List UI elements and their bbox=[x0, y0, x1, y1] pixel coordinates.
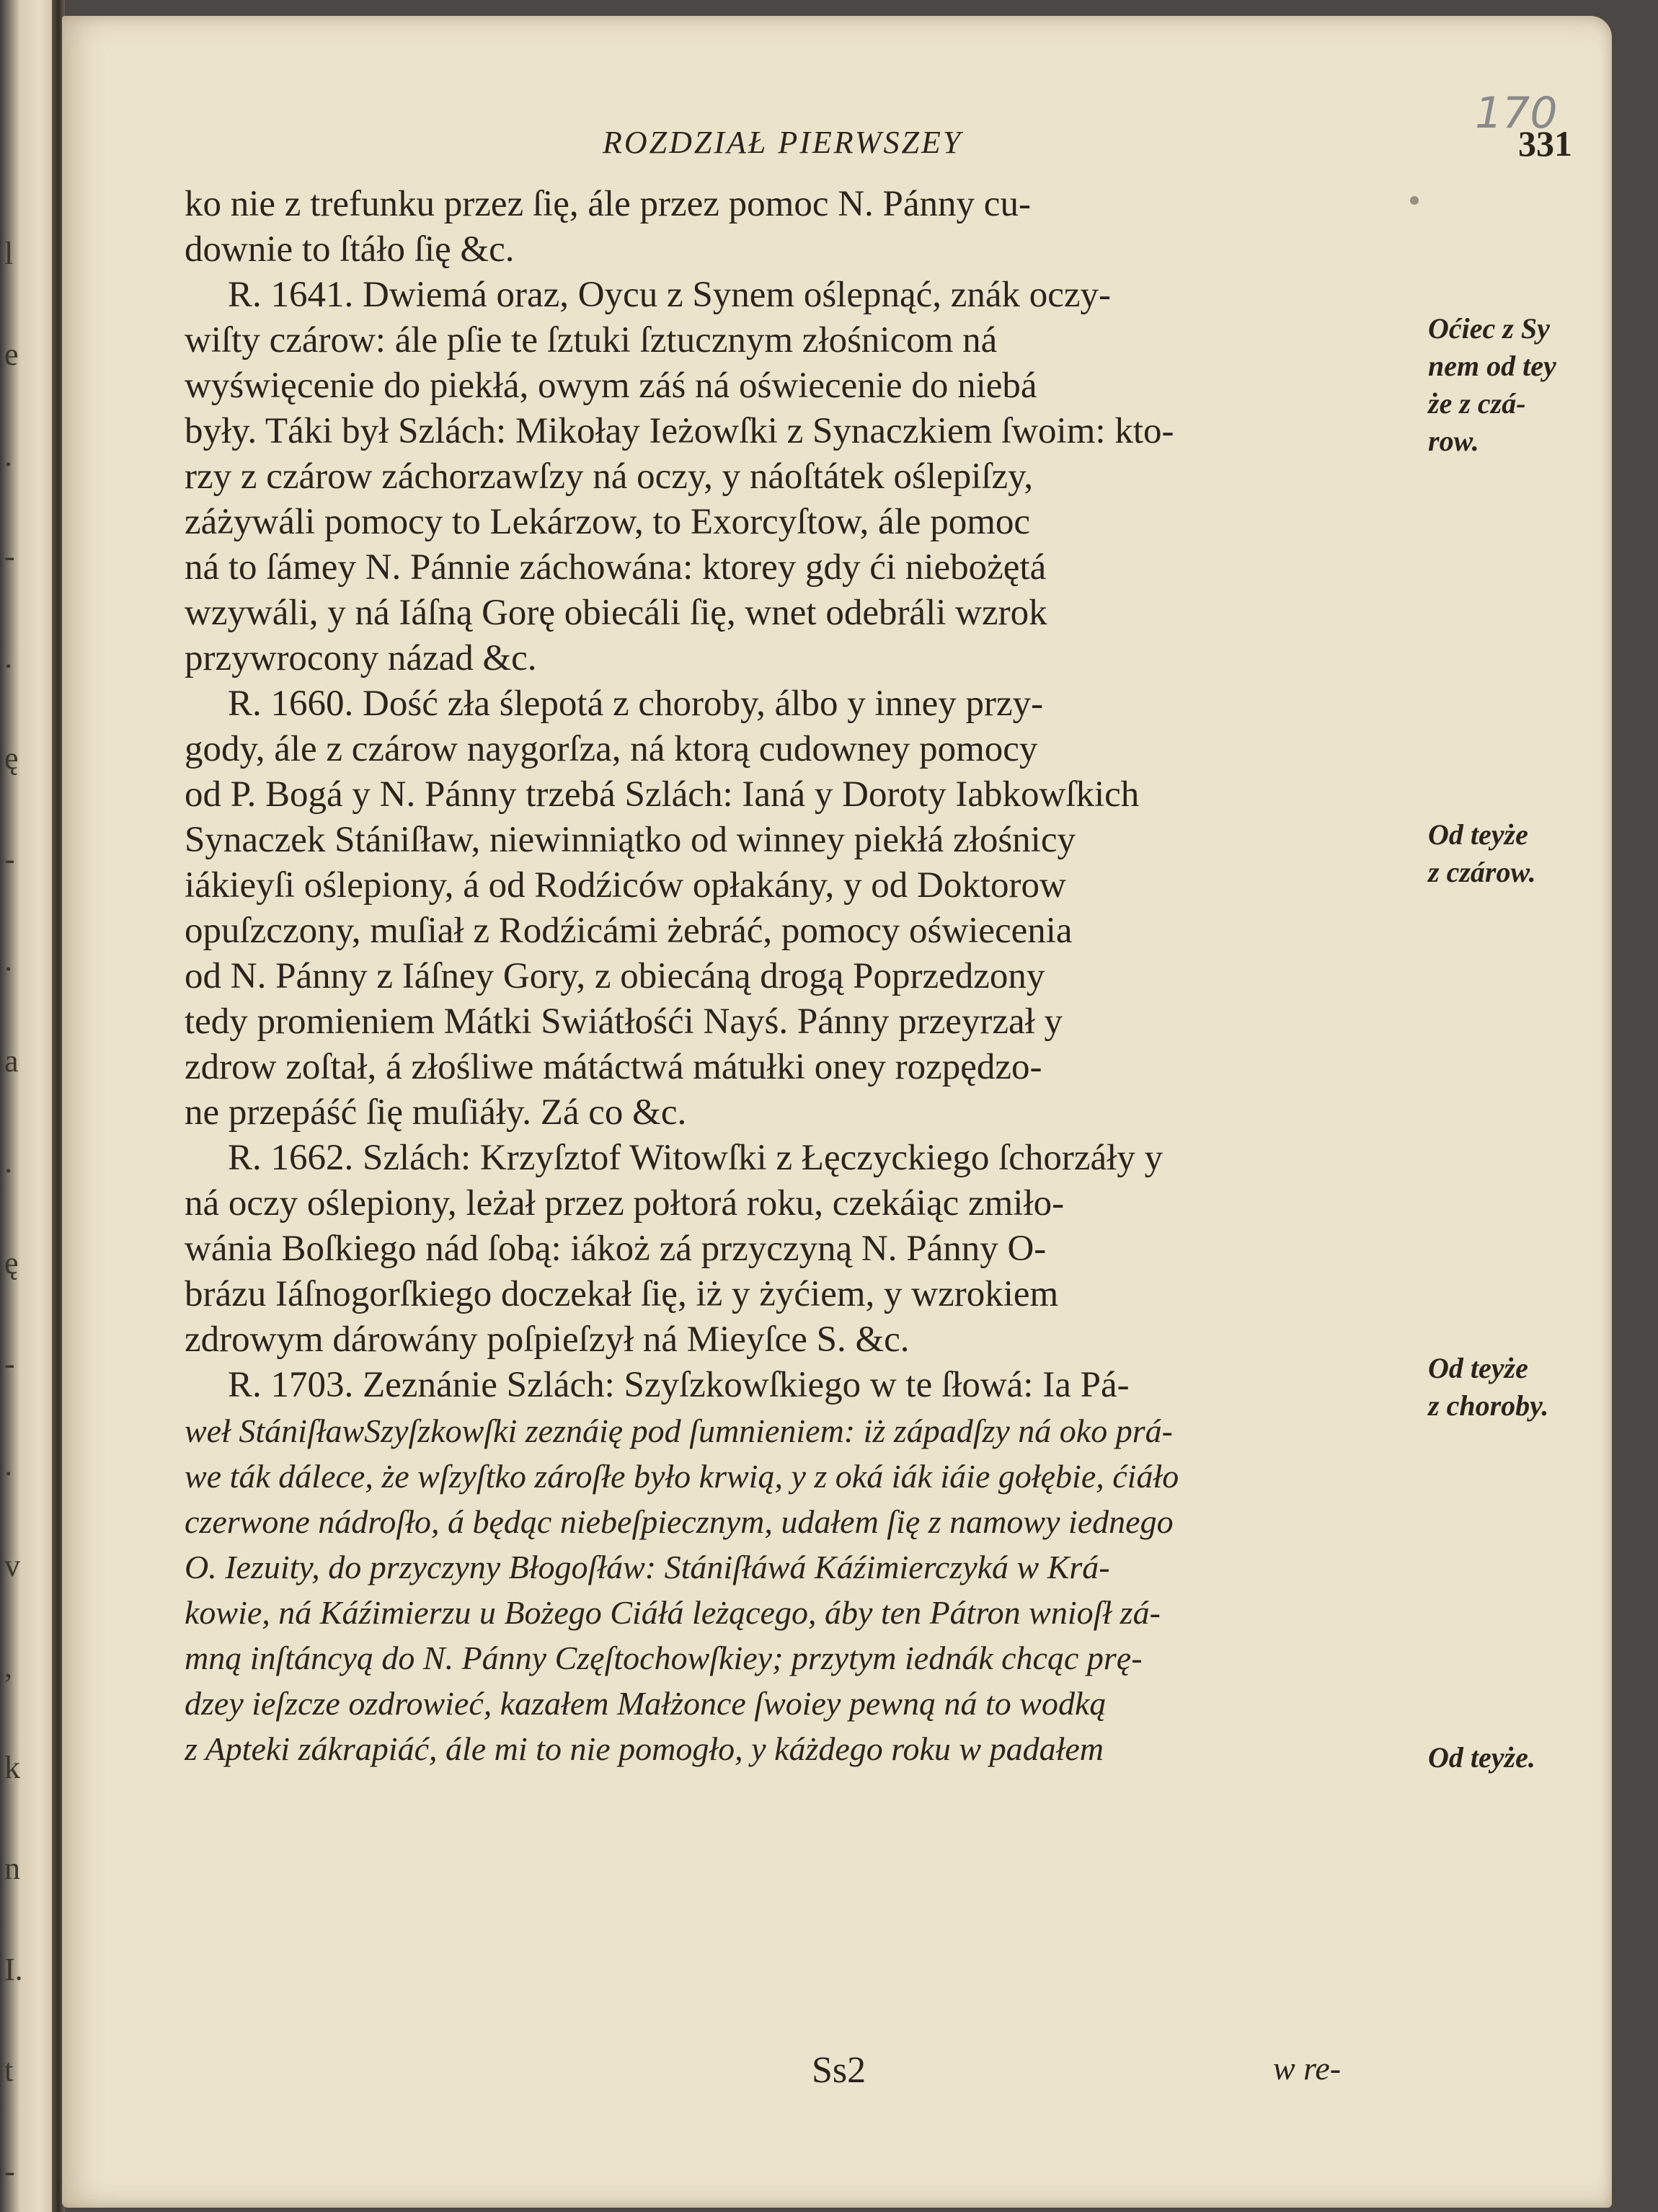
margin-note-line: Od teyże. bbox=[1428, 1741, 1535, 1774]
text-line: były. Táki był Szlách: Mikołay Ieżowſki z Synaczkiem ſwoim: kto- bbox=[185, 411, 1174, 451]
text-line: R. 1641. Dwiemá oraz, Oycu z Synem oślepnąć, znák oczy- bbox=[228, 275, 1112, 315]
text-line: wzywáli, y ná Iáſną Gorę obiecáli ſię, wnet odebráli wzrok bbox=[185, 593, 1047, 633]
facing-page-fragment: , bbox=[4, 1649, 12, 1684]
facing-page-fragment: e bbox=[4, 337, 19, 372]
margin-note-4 bbox=[1428, 1739, 1601, 1777]
margin-note-line: row. bbox=[1428, 425, 1479, 457]
text-line: rzy z czárow záchorzawſzy ná oczy, y náoſtátek oślepiſzy, bbox=[185, 456, 1034, 497]
text-line: záżywáli pomocy to Lekárzow, to Exorcyſtow, ále pomoc bbox=[185, 502, 1031, 542]
text-line: od N. Pánny z Iáſney Gory, z obiecáną drogą Poprzedzony bbox=[185, 956, 1045, 996]
facing-page-fragment: . bbox=[4, 640, 12, 675]
text-line: iákieyſi oślepiony, á od Rodźiców opłakány, y od Doktorow bbox=[185, 865, 1066, 906]
margin-note-line: Oćiec z Sy bbox=[1428, 312, 1550, 345]
book-page bbox=[62, 16, 1612, 2208]
text-line: R. 1660. Dość zła ślepotá z choroby, álbo y inney przy- bbox=[228, 683, 1044, 724]
facing-page-fragment: - bbox=[4, 539, 15, 574]
text-line: tedy promieniem Mátki Swiátłośći Nayś. Pánny przeyrzał y bbox=[185, 1001, 1063, 1042]
margin-note-line: z czárow. bbox=[1428, 856, 1536, 888]
text-line: kowie, ná Káźimierzu u Bożego Ciáłá leżącego, áby ten Pátron wnioſł zá- bbox=[185, 1594, 1161, 1631]
text-line: dzey ieſzcze ozdrowieć, kazałem Małżonce ſwoiey pewną ná to wodką bbox=[185, 1685, 1107, 1722]
running-head: ROZDZIAŁ PIERWSZEY bbox=[603, 125, 963, 160]
text-line: gody, ále z czárow naygorſza, ná ktorą cudowney pomocy bbox=[185, 729, 1038, 769]
facing-page-fragment: ę bbox=[4, 740, 19, 776]
text-line: od P. Bogá y N. Pánny trzebá Szlách: Ianá y Doroty Iabkowſkich bbox=[185, 774, 1140, 815]
text-line: we ták dálece, że wſzyſtko zároſłe było krwią, y z oká iák iáie gołębie, ćiáło bbox=[185, 1458, 1179, 1495]
text-line: brázu Iáſnogorſkiego doczekał ſię, iż y żyćiem, y wzrokiem bbox=[185, 1274, 1059, 1314]
facing-page-fragment: v bbox=[4, 1548, 20, 1583]
facing-page-fragment: t bbox=[4, 2053, 14, 2088]
text-line: O. Iezuity, do przyczyny Błogoſłáw: Stániſłáwá Káźimierczyká w Krá- bbox=[185, 1549, 1110, 1585]
facing-page-fragment: k bbox=[4, 1750, 20, 1785]
margin-note-line: Od teyże bbox=[1428, 818, 1528, 851]
facing-page-fragment: - bbox=[4, 1346, 15, 1381]
margin-note-2 bbox=[1428, 816, 1601, 891]
handwritten-folio-number: 170 bbox=[1475, 88, 1558, 138]
text-line: wánia Boſkiego nád ſobą: iákoż zá przyczyną N. Pánny O- bbox=[185, 1229, 1047, 1269]
text-line: wyświęcenie do piekłá, owym záś ná oświecenie do niebá bbox=[185, 366, 1037, 406]
facing-page-fragment: I. bbox=[4, 1952, 23, 1987]
text-line: downie to ſtáło ſię &c. bbox=[185, 229, 515, 270]
text-line: ne przepáść ſię muſiáły. Zá co &c. bbox=[185, 1092, 687, 1133]
facing-page-fragment: . bbox=[4, 438, 12, 473]
text-line: z Apteki zákrapiáć, ále mi to nie pomogło, y káżdego roku w padałem bbox=[185, 1730, 1104, 1767]
text-line: ko nie z trefunku przez ſię, ále przez pomoc N. Pánny cu- bbox=[185, 184, 1031, 224]
text-line: mną inſtáncyą do N. Pánny Częſtochowſkiey; przytym iednák chcąc prę- bbox=[185, 1640, 1143, 1676]
catchword: w re- bbox=[1273, 2050, 1342, 2087]
margin-note-line: Od teyże bbox=[1428, 1352, 1528, 1384]
text-line: przywrocony názad &c. bbox=[185, 638, 537, 678]
facing-page-edge bbox=[0, 0, 58, 2212]
facing-page-fragment: . bbox=[4, 942, 12, 978]
margin-note-1 bbox=[1428, 310, 1601, 460]
text-line: weł StániſławSzyſzkowſki zeznáię pod ſumnieniem: iż západſzy ná oko prá- bbox=[185, 1412, 1173, 1449]
page-number: 331 bbox=[1518, 123, 1572, 164]
text-line: ná to ſámey N. Pánnie záchowána: ktorey gdy ći niebożętá bbox=[185, 547, 1047, 588]
margin-note-line: z choroby. bbox=[1428, 1389, 1549, 1422]
body-text bbox=[185, 182, 1424, 1771]
facing-page-fragment: n bbox=[4, 1851, 20, 1886]
signature-mark: Ss2 bbox=[812, 2050, 866, 2091]
text-line: R. 1703. Zeznánie Szlách: Szyſzkowſkiego w te ſłowá: Ia Pá- bbox=[228, 1365, 1130, 1405]
facing-page-fragment: - bbox=[4, 841, 15, 877]
facing-page-fragment: a bbox=[4, 1043, 19, 1079]
text-line: czerwone nádroſło, á będąc niebeſpiecznym, udałem ſię z namowy iednego bbox=[185, 1503, 1174, 1540]
text-line: Synaczek Stániſław, niewinniątko od winney piekłá złośnicy bbox=[185, 820, 1076, 860]
margin-note-line: nem od tey bbox=[1428, 350, 1556, 382]
text-line: zdrow zoſtał, á złośliwe mátáctwá mátułki oney rozpędzo- bbox=[185, 1047, 1042, 1087]
facing-page-fragment: - bbox=[4, 2154, 15, 2189]
text-line: zdrowym dárowány poſpieſzył ná Mieyſce S. &c. bbox=[185, 1319, 910, 1360]
margin-note-line: że z czá- bbox=[1428, 387, 1526, 420]
text-line: opuſzczony, muſiał z Rodźicámi żebráć, pomocy oświecenia bbox=[185, 911, 1073, 951]
text-line: R. 1662. Szlách: Krzyſztof Witowſki z Łęczyckiego ſchorzáły y bbox=[228, 1138, 1163, 1178]
facing-page-fragment: . bbox=[4, 1144, 12, 1180]
margin-note-3 bbox=[1428, 1350, 1601, 1425]
facing-page-fragment: . bbox=[4, 1447, 12, 1482]
text-line: wiſty czárow: ále pſie te ſztuki ſztucznym złośnicom ná bbox=[185, 320, 998, 360]
facing-page-fragment: ę bbox=[4, 1245, 19, 1280]
facing-page-fragment: l bbox=[4, 236, 14, 271]
text-line: ná oczy oślepiony, leżał przez połtorá roku, czekáiąc zmiło- bbox=[185, 1183, 1065, 1224]
